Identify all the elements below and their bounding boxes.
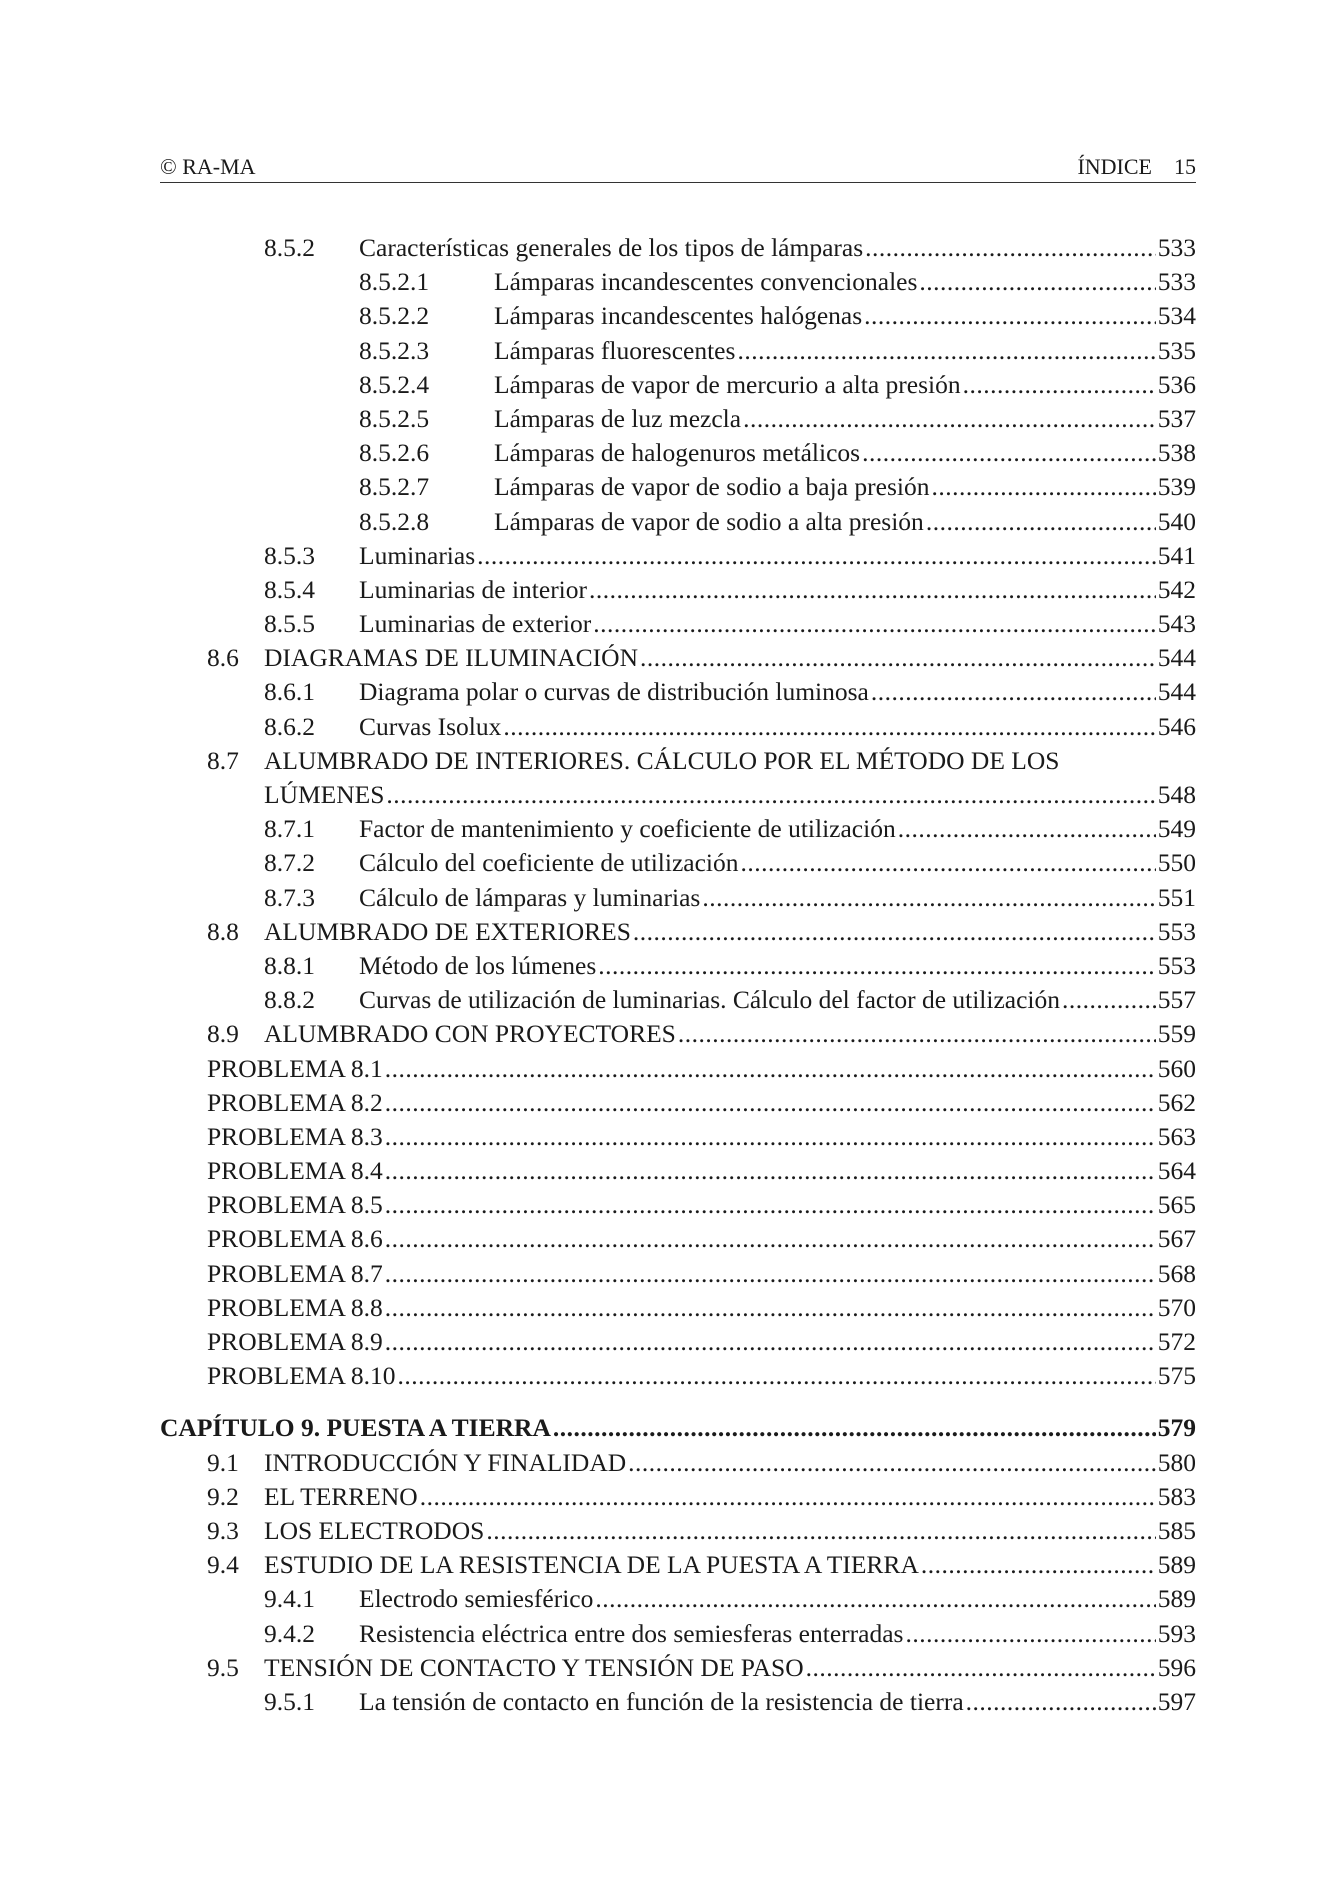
leader-dots xyxy=(896,812,1156,846)
entry-page: 580 xyxy=(1157,1447,1196,1477)
entry-title: PROBLEMA 8.9 xyxy=(207,1327,383,1356)
leader-dots xyxy=(863,231,1156,265)
entry-number: 8.5.2.5 xyxy=(359,403,430,433)
leader-dots xyxy=(741,402,1156,436)
entry-number: 9.2 xyxy=(207,1481,239,1511)
entry-title: La tensión de contacto en función de la resistencia de tierra xyxy=(359,1686,964,1716)
entry-page: 593 xyxy=(1157,1618,1196,1648)
leader-dots xyxy=(860,436,1156,470)
entry-title: PROBLEMA 8.7 xyxy=(207,1258,383,1288)
toc-entry[interactable] xyxy=(160,1052,1196,1086)
entry-title: CAPÍTULO 9. PUESTA A TIERRA xyxy=(160,1413,551,1443)
toc-entry[interactable] xyxy=(160,231,1196,265)
leader-dots xyxy=(638,641,1156,675)
entry-title: ALUMBRADO DE INTERIORES. CÁLCULO POR EL MÉTODO DE LOS xyxy=(264,745,1060,775)
entry-number: 8.8 xyxy=(207,916,239,946)
toc-entry[interactable] xyxy=(160,881,1196,915)
leader-dots xyxy=(383,1188,1156,1222)
entry-page: 535 xyxy=(1157,335,1196,365)
toc-entry[interactable] xyxy=(160,402,1196,436)
entry-title: LÚMENES xyxy=(264,780,385,809)
entry-page: 543 xyxy=(1157,609,1196,639)
entry-page: 575 xyxy=(1157,1361,1196,1391)
toc-entry[interactable] xyxy=(160,1548,1196,1582)
leader-dots xyxy=(869,675,1156,709)
toc-entry[interactable] xyxy=(160,470,1196,504)
entry-title: DIAGRAMAS DE ILUMINACIÓN xyxy=(264,643,638,673)
leader-dots xyxy=(924,505,1156,539)
entry-page: 541 xyxy=(1157,540,1196,570)
entry-number: 8.9 xyxy=(207,1019,239,1049)
leader-dots xyxy=(676,1017,1156,1051)
entry-number: 8.5.2.3 xyxy=(359,335,430,365)
toc-entry[interactable] xyxy=(160,1685,1196,1719)
entry-page: 540 xyxy=(1157,506,1196,536)
toc-entry[interactable] xyxy=(160,1120,1196,1154)
entry-title: Luminarias de exterior xyxy=(359,609,592,639)
entry-page: 597 xyxy=(1157,1686,1196,1716)
entry-page: 560 xyxy=(1157,1053,1196,1083)
toc-entry[interactable] xyxy=(160,812,1196,846)
entry-title: PROBLEMA 8.3 xyxy=(207,1121,383,1151)
entry-page: 537 xyxy=(1157,403,1196,433)
toc-entry[interactable] xyxy=(160,1017,1196,1051)
page-number: 15 xyxy=(1174,154,1196,179)
entry-page: 568 xyxy=(1157,1258,1196,1288)
chapter-entry[interactable] xyxy=(160,1411,1196,1445)
entry-page: 544 xyxy=(1157,677,1196,707)
toc-entry[interactable] xyxy=(160,1222,1196,1256)
entry-title: TENSIÓN DE CONTACTO Y TENSIÓN DE PASO xyxy=(264,1652,804,1682)
entry-title: PROBLEMA 8.6 xyxy=(207,1224,383,1254)
toc-entry[interactable] xyxy=(160,983,1196,1017)
toc-entry[interactable] xyxy=(160,710,1196,744)
toc-entry[interactable] xyxy=(160,1325,1196,1359)
entry-title: PROBLEMA 8.2 xyxy=(207,1087,383,1117)
entry-page: 544 xyxy=(1157,643,1196,673)
entry-title: ESTUDIO DE LA RESISTENCIA DE LA PUESTA A TIERRA xyxy=(264,1550,919,1580)
leader-dots xyxy=(501,710,1155,744)
toc-entry[interactable] xyxy=(160,1651,1196,1685)
leader-dots xyxy=(917,265,1155,299)
entry-number: 8.5.2.1 xyxy=(359,267,430,297)
page-header xyxy=(160,152,1196,183)
entry-number: 9.4.1 xyxy=(264,1584,315,1614)
entry-page: 562 xyxy=(1157,1087,1196,1117)
leader-dots xyxy=(626,1446,1156,1480)
leader-dots xyxy=(1060,983,1156,1017)
toc-entry[interactable] xyxy=(160,1514,1196,1548)
leader-dots xyxy=(384,778,1155,812)
entry-title: Lámparas de vapor de sodio a alta presión xyxy=(494,506,924,536)
toc-entry[interactable] xyxy=(160,915,1196,949)
leader-dots xyxy=(593,1582,1155,1616)
leader-dots xyxy=(383,1154,1156,1188)
entry-title: Lámparas de luz mezcla xyxy=(494,403,742,433)
leader-dots xyxy=(591,607,1156,641)
toc-entry[interactable] xyxy=(160,1291,1196,1325)
toc-entry[interactable] xyxy=(160,436,1196,470)
entry-page: 534 xyxy=(1157,301,1196,331)
toc-entry[interactable] xyxy=(160,607,1196,641)
leader-dots xyxy=(631,915,1156,949)
toc-entry[interactable] xyxy=(160,1257,1196,1291)
entry-number: 8.8.2 xyxy=(264,985,315,1015)
leader-dots xyxy=(475,539,1156,573)
leader-dots xyxy=(700,881,1155,915)
entry-title: Cálculo del coeficiente de utilización xyxy=(359,848,739,878)
entry-title: PROBLEMA 8.4 xyxy=(207,1156,383,1186)
toc-entry[interactable] xyxy=(160,778,1196,812)
entry-number: 9.4 xyxy=(207,1550,239,1580)
entry-title: Lámparas fluorescentes xyxy=(494,335,736,365)
entry-page: 585 xyxy=(1157,1515,1196,1545)
toc-entry[interactable] xyxy=(160,846,1196,880)
entry-page: 536 xyxy=(1157,369,1196,399)
entry-title: Lámparas de vapor de sodio a baja presión xyxy=(494,472,930,502)
entry-page: 533 xyxy=(1157,233,1196,262)
entry-title: EL TERRENO xyxy=(264,1481,418,1511)
leader-dots xyxy=(964,1685,1156,1719)
entry-page: 551 xyxy=(1157,882,1196,912)
toc-entry[interactable] xyxy=(160,744,1196,778)
leader-dots xyxy=(735,334,1155,368)
leader-dots xyxy=(383,1291,1156,1325)
entry-title: Luminarias de interior xyxy=(359,574,588,604)
entry-page: 548 xyxy=(1157,780,1196,809)
entry-title: Diagrama polar o curvas de distribución luminosa xyxy=(359,677,869,707)
entry-number: 8.5.2 xyxy=(264,233,315,262)
entry-title: Resistencia eléctrica entre dos semiesferas enterradas xyxy=(359,1618,904,1648)
publisher-mark: © RA-MA xyxy=(160,154,256,179)
leader-dots xyxy=(383,1052,1156,1086)
entry-number: 8.6 xyxy=(207,643,239,673)
entry-page: 589 xyxy=(1157,1584,1196,1614)
table-of-contents xyxy=(160,231,1196,1719)
toc-entry[interactable] xyxy=(160,1086,1196,1120)
entry-number: 8.7 xyxy=(207,745,239,775)
toc-entry[interactable] xyxy=(160,641,1196,675)
toc-entry[interactable] xyxy=(160,505,1196,539)
leader-dots xyxy=(587,573,1156,607)
entry-number: 8.5.2.7 xyxy=(359,472,430,502)
entry-page xyxy=(1194,744,1196,778)
leader-dots xyxy=(383,1325,1156,1359)
entry-page: 596 xyxy=(1157,1652,1196,1682)
leader-dots xyxy=(903,1617,1155,1651)
section-title: ÍNDICE xyxy=(1077,154,1152,179)
entry-title: Cálculo de lámparas y luminarias xyxy=(359,882,701,912)
entry-number: 8.7.1 xyxy=(264,814,315,844)
entry-page: 538 xyxy=(1157,438,1196,468)
entry-number: 8.8.1 xyxy=(264,950,315,980)
entry-page: 583 xyxy=(1157,1481,1196,1511)
leader-dots xyxy=(383,1086,1156,1120)
entry-page: 579 xyxy=(1157,1413,1196,1443)
entry-number: 8.5.2.8 xyxy=(359,506,430,536)
entry-title: ALUMBRADO CON PROYECTORES xyxy=(264,1019,676,1049)
entry-page: 553 xyxy=(1157,950,1196,980)
toc-entry[interactable] xyxy=(160,1359,1196,1393)
toc-entry[interactable] xyxy=(160,573,1196,607)
entry-page: 550 xyxy=(1157,848,1196,878)
entry-page: 539 xyxy=(1157,472,1196,502)
entry-page: 563 xyxy=(1157,1121,1196,1151)
entry-page: 533 xyxy=(1157,267,1196,297)
entry-title: Método de los lúmenes xyxy=(359,950,597,980)
toc-entry[interactable] xyxy=(160,368,1196,402)
entry-title: LOS ELECTRODOS xyxy=(264,1515,485,1545)
entry-title: PROBLEMA 8.1 xyxy=(207,1053,383,1083)
leader-dots xyxy=(804,1651,1156,1685)
entry-number: 9.5.1 xyxy=(264,1686,315,1716)
header-right xyxy=(1077,154,1196,180)
leader-dots xyxy=(1059,744,1194,778)
toc-entry[interactable] xyxy=(160,265,1196,299)
leader-dots xyxy=(551,1411,1156,1445)
entry-number: 8.5.3 xyxy=(264,540,315,570)
entry-page: 564 xyxy=(1157,1156,1196,1186)
entry-title: ALUMBRADO DE EXTERIORES xyxy=(264,916,631,946)
leader-dots xyxy=(862,299,1156,333)
entry-number: 8.6.2 xyxy=(264,711,315,741)
entry-page: 567 xyxy=(1157,1224,1196,1254)
entry-page: 570 xyxy=(1157,1292,1196,1322)
entry-number: 8.7.3 xyxy=(264,882,315,912)
toc-entry[interactable] xyxy=(160,334,1196,368)
entry-page: 589 xyxy=(1157,1550,1196,1580)
entry-page: 542 xyxy=(1157,574,1196,604)
leader-dots xyxy=(383,1120,1156,1154)
entry-page: 557 xyxy=(1157,985,1196,1015)
leader-dots xyxy=(383,1257,1156,1291)
entry-number: 8.5.2.4 xyxy=(359,369,430,399)
leader-dots xyxy=(383,1222,1156,1256)
entry-title: Electrodo semiesférico xyxy=(359,1584,594,1614)
toc-entry[interactable] xyxy=(160,949,1196,983)
entry-title: Lámparas de vapor de mercurio a alta presión xyxy=(494,369,961,399)
entry-title: Curvas Isolux xyxy=(359,711,502,741)
leader-dots xyxy=(418,1480,1156,1514)
entry-number: 9.3 xyxy=(207,1515,239,1545)
entry-title: PROBLEMA 8.10 xyxy=(207,1361,396,1391)
entry-page: 565 xyxy=(1157,1190,1196,1220)
entry-number: 8.5.4 xyxy=(264,574,315,604)
entry-title: PROBLEMA 8.5 xyxy=(207,1190,383,1220)
leader-dots xyxy=(929,470,1155,504)
entry-number: 8.5.2.6 xyxy=(359,438,430,468)
entry-number: 8.6.1 xyxy=(264,677,315,707)
toc-entry[interactable] xyxy=(160,299,1196,333)
entry-number: 8.7.2 xyxy=(264,848,315,878)
entry-page: 572 xyxy=(1157,1327,1196,1356)
entry-title: PROBLEMA 8.8 xyxy=(207,1292,383,1322)
leader-dots xyxy=(596,949,1155,983)
leader-dots xyxy=(961,368,1156,402)
leader-dots xyxy=(919,1548,1156,1582)
entry-number: 9.1 xyxy=(207,1447,239,1477)
entry-page: 549 xyxy=(1157,814,1196,844)
entry-number: 8.5.2.2 xyxy=(359,301,430,331)
entry-page: 553 xyxy=(1157,916,1196,946)
entry-title: Factor de mantenimiento y coeficiente de utilización xyxy=(359,814,896,844)
toc-entry[interactable] xyxy=(160,1154,1196,1188)
toc-entry[interactable] xyxy=(160,1582,1196,1616)
entry-title: Lámparas incandescentes convencionales xyxy=(494,267,918,297)
entry-title: INTRODUCCIÓN Y FINALIDAD xyxy=(264,1447,627,1477)
entry-number: 9.4.2 xyxy=(264,1618,315,1648)
entry-number: 8.5.5 xyxy=(264,609,315,639)
entry-title: Lámparas incandescentes halógenas xyxy=(494,301,863,331)
entry-page: 546 xyxy=(1157,711,1196,741)
entry-title: Lámparas de halogenuros metálicos xyxy=(494,438,861,468)
leader-dots xyxy=(395,1359,1155,1393)
leader-dots xyxy=(739,846,1156,880)
toc-entry[interactable] xyxy=(160,1617,1196,1651)
toc-entry[interactable] xyxy=(160,539,1196,573)
entry-page: 559 xyxy=(1157,1019,1196,1049)
toc-entry[interactable] xyxy=(160,1480,1196,1514)
toc-entry[interactable] xyxy=(160,675,1196,709)
entry-number: 9.5 xyxy=(207,1652,239,1682)
entry-title: Luminarias xyxy=(359,540,476,570)
toc-entry[interactable] xyxy=(160,1446,1196,1480)
entry-title: Características generales de los tipos de lámparas xyxy=(359,233,864,262)
toc-entry[interactable] xyxy=(160,1188,1196,1222)
entry-title: Curvas de utilización de luminarias. Cálculo del factor de utilización xyxy=(359,985,1061,1015)
leader-dots xyxy=(484,1514,1155,1548)
